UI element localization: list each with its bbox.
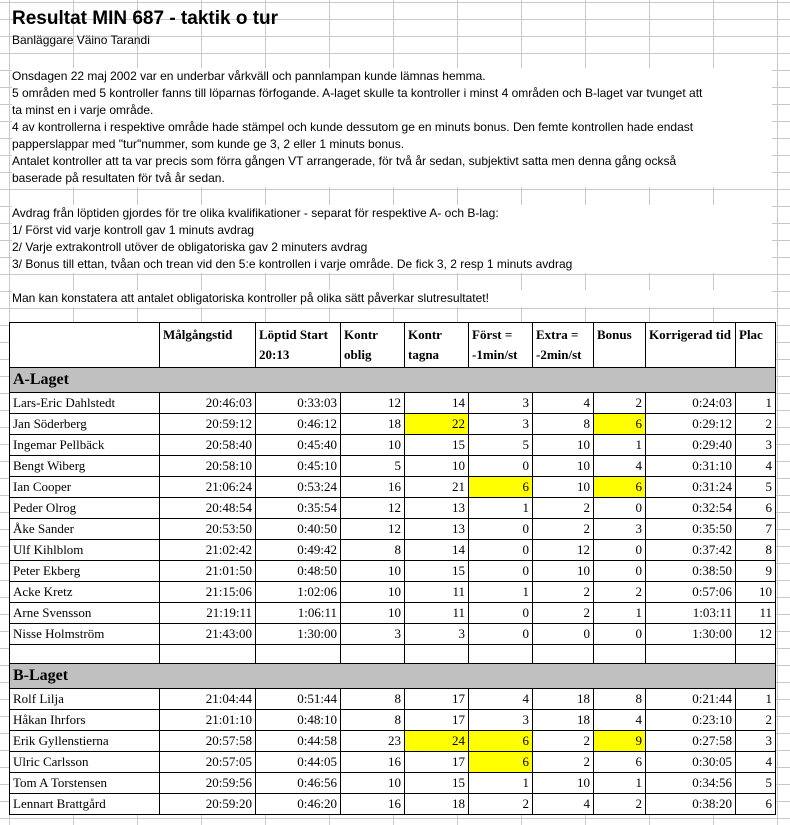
cell-forst: 0 <box>469 456 533 477</box>
cell-plac: 9 <box>736 561 776 582</box>
cell-bonus: 2 <box>594 582 646 603</box>
cell-forst: 6 <box>469 477 533 498</box>
empty-cell <box>736 645 776 664</box>
conclusion-paragraph <box>12 290 772 307</box>
cell-oblig: 10 <box>341 435 405 456</box>
cell-plac: 7 <box>736 519 776 540</box>
empty-cell <box>594 645 646 664</box>
cell-loptid: 0:44:05 <box>256 752 341 773</box>
cell-malgang: 20:58:10 <box>160 456 256 477</box>
cell-korr: 0:30:05 <box>646 752 736 773</box>
cell-korr: 0:24:03 <box>646 393 736 414</box>
cell-name: Lennart Brattgård <box>10 794 160 815</box>
cell-malgang: 20:48:54 <box>160 498 256 519</box>
cell-loptid: 0:35:54 <box>256 498 341 519</box>
table-row <box>10 624 776 645</box>
cell-oblig: 10 <box>341 582 405 603</box>
cell-malgang: 20:57:05 <box>160 752 256 773</box>
cell-loptid: 0:44:58 <box>256 731 341 752</box>
cell-oblig: 16 <box>341 477 405 498</box>
cell-forst: 0 <box>469 603 533 624</box>
cell-korr: 0:31:10 <box>646 456 736 477</box>
cell-name: Håkan Ihrfors <box>10 710 160 731</box>
cell-forst: 6 <box>469 752 533 773</box>
text-line: papperslappar med "tur"nummer, som kunde ge 3, 2 eller 1 minuts bonus. <box>12 137 405 151</box>
cell-korr: 0:35:50 <box>646 519 736 540</box>
cell-malgang: 21:04:44 <box>160 689 256 710</box>
text-line: baserade på resultaten för två år sedan. <box>12 171 225 185</box>
cell-name: Lars-Eric Dahlstedt <box>10 393 160 414</box>
kontr-oblig-header: Kontr oblig <box>341 323 405 368</box>
cell-malgang: 20:59:12 <box>160 414 256 435</box>
cell-oblig: 5 <box>341 456 405 477</box>
cell-loptid: 1:30:00 <box>256 624 341 645</box>
cell-plac: 3 <box>736 731 776 752</box>
cell-korr: 0:29:40 <box>646 435 736 456</box>
cell-forst: 6 <box>469 731 533 752</box>
table-row <box>10 710 776 731</box>
cell-bonus: 4 <box>594 710 646 731</box>
table-row <box>10 752 776 773</box>
cell-malgang: 20:59:20 <box>160 794 256 815</box>
cell-extra: 4 <box>533 794 594 815</box>
cell-oblig: 16 <box>341 794 405 815</box>
cell-bonus: 0 <box>594 624 646 645</box>
cell-oblig: 10 <box>341 561 405 582</box>
cell-extra: 18 <box>533 689 594 710</box>
cell-oblig: 10 <box>341 773 405 794</box>
cell-plac: 10 <box>736 582 776 603</box>
cell-loptid: 1:02:06 <box>256 582 341 603</box>
text-line: 4 av kontrollerna i respektive område hade stämpel och kunde dessutom ge en minuts bonus. Den femte kontrollen hade endast <box>12 120 694 134</box>
intro-paragraph <box>12 68 772 187</box>
name-header <box>10 323 160 368</box>
cell-bonus: 6 <box>594 477 646 498</box>
cell-forst: 5 <box>469 435 533 456</box>
cell-tagna: 10 <box>405 456 469 477</box>
cell-extra: 2 <box>533 752 594 773</box>
kontr-tagna-header: Kontr tagna <box>405 323 469 368</box>
cell-bonus: 6 <box>594 752 646 773</box>
cell-oblig: 18 <box>341 414 405 435</box>
cell-oblig: 8 <box>341 710 405 731</box>
cell-bonus: 2 <box>594 794 646 815</box>
empty-cell <box>341 645 405 664</box>
cell-malgang: 21:02:42 <box>160 540 256 561</box>
cell-extra: 4 <box>533 393 594 414</box>
cell-oblig: 12 <box>341 393 405 414</box>
korrigerad-tid-header: Korrigerad tid <box>646 323 736 368</box>
cell-loptid: 0:49:42 <box>256 540 341 561</box>
cell-plac: 2 <box>736 710 776 731</box>
cell-bonus: 8 <box>594 689 646 710</box>
empty-cell <box>405 645 469 664</box>
cell-loptid: 0:46:12 <box>256 414 341 435</box>
table-row <box>10 773 776 794</box>
cell-extra: 8 <box>533 414 594 435</box>
cell-korr: 0:23:10 <box>646 710 736 731</box>
cell-korr: 0:21:44 <box>646 689 736 710</box>
cell-name: Nisse Holmström <box>10 624 160 645</box>
spacer-row <box>10 645 776 664</box>
cell-name: Rolf Lilja <box>10 689 160 710</box>
cell-name: Peter Ekberg <box>10 561 160 582</box>
cell-oblig: 12 <box>341 519 405 540</box>
text-line: Man kan konstatera att antalet obligatoriska kontroller på olika sätt påverkar slutresultatet! <box>12 291 489 305</box>
cell-loptid: 0:45:40 <box>256 435 341 456</box>
cell-tagna: 18 <box>405 794 469 815</box>
table-row <box>10 414 776 435</box>
cell-korr: 1:30:00 <box>646 624 736 645</box>
cell-loptid: 0:45:10 <box>256 456 341 477</box>
cell-tagna: 17 <box>405 710 469 731</box>
malgangstid-header: Målgångstid <box>160 323 256 368</box>
table-row <box>10 477 776 498</box>
page-subtitle: Banläggare Väino Tarandi <box>12 33 150 47</box>
cell-name: Erik Gyllenstierna <box>10 731 160 752</box>
empty-cell <box>646 645 736 664</box>
cell-bonus: 1 <box>594 773 646 794</box>
cell-bonus: 1 <box>594 435 646 456</box>
cell-malgang: 20:46:03 <box>160 393 256 414</box>
text-line: 3/ Bonus till ettan, tvåan och trean vid den 5:e kontrollen i varje område. De fick 3, 2 resp 1 minuts avdrag <box>12 257 573 271</box>
cell-oblig: 10 <box>341 603 405 624</box>
document-intro <box>0 0 790 322</box>
cell-name: Ian Cooper <box>10 477 160 498</box>
cell-loptid: 0:53:24 <box>256 477 341 498</box>
text-line: 1/ Först vid varje kontroll gav 1 minuts avdrag <box>12 223 255 237</box>
cell-plac: 11 <box>736 603 776 624</box>
text-line: Avdrag från löptiden gjordes för tre olika kvalifikationer - separat för respektive A- och B-lag: <box>12 206 499 220</box>
cell-tagna: 21 <box>405 477 469 498</box>
cell-extra: 2 <box>533 519 594 540</box>
cell-tagna: 17 <box>405 689 469 710</box>
cell-bonus: 1 <box>594 603 646 624</box>
cell-bonus: 0 <box>594 498 646 519</box>
cell-korr: 0:32:54 <box>646 498 736 519</box>
cell-oblig: 8 <box>341 689 405 710</box>
cell-extra: 12 <box>533 540 594 561</box>
cell-oblig: 3 <box>341 624 405 645</box>
cell-name: Åke Sander <box>10 519 160 540</box>
cell-tagna: 24 <box>405 731 469 752</box>
empty-cell <box>469 645 533 664</box>
cell-loptid: 0:46:20 <box>256 794 341 815</box>
cell-plac: 1 <box>736 393 776 414</box>
cell-korr: 0:38:20 <box>646 794 736 815</box>
cell-loptid: 0:33:03 <box>256 393 341 414</box>
cell-tagna: 15 <box>405 561 469 582</box>
empty-cell <box>160 645 256 664</box>
cell-malgang: 20:57:58 <box>160 731 256 752</box>
cell-malgang: 21:43:00 <box>160 624 256 645</box>
bonus-header: Bonus <box>594 323 646 368</box>
table-row <box>10 456 776 477</box>
cell-loptid: 0:46:56 <box>256 773 341 794</box>
cell-extra: 10 <box>533 456 594 477</box>
section-title: B-Laget <box>10 664 776 689</box>
cell-name: Ulf Kihlblom <box>10 540 160 561</box>
cell-forst: 1 <box>469 582 533 603</box>
cell-plac: 4 <box>736 752 776 773</box>
cell-oblig: 8 <box>341 540 405 561</box>
cell-korr: 0:27:58 <box>646 731 736 752</box>
page-title: Resultat MIN 687 - taktik o tur <box>12 8 279 29</box>
rules-paragraph <box>12 205 772 273</box>
plac-header: Plac <box>736 323 776 368</box>
cell-tagna: 13 <box>405 519 469 540</box>
cell-plac: 2 <box>736 414 776 435</box>
table-row <box>10 582 776 603</box>
cell-bonus: 6 <box>594 414 646 435</box>
cell-plac: 6 <box>736 498 776 519</box>
cell-oblig: 23 <box>341 731 405 752</box>
cell-korr: 0:29:12 <box>646 414 736 435</box>
table-row <box>10 498 776 519</box>
cell-name: Acke Kretz <box>10 582 160 603</box>
text-line: Antalet kontroller att ta var precis som förra gången VT arrangerade, för två år sedan, subjektivt satta men denna gång också <box>12 154 677 168</box>
cell-bonus: 3 <box>594 519 646 540</box>
cell-extra: 10 <box>533 561 594 582</box>
empty-cell <box>533 645 594 664</box>
text-line: 5 områden med 5 kontroller fanns till löparnas förfogande. A-laget skulle ta kontroller i minst 4 områden och B-laget var tvunget att <box>12 86 703 100</box>
table-row <box>10 561 776 582</box>
table-row <box>10 731 776 752</box>
table-row <box>10 603 776 624</box>
cell-bonus: 0 <box>594 561 646 582</box>
cell-name: Ulric Carlsson <box>10 752 160 773</box>
cell-plac: 4 <box>736 456 776 477</box>
cell-tagna: 22 <box>405 414 469 435</box>
cell-oblig: 16 <box>341 752 405 773</box>
cell-malgang: 20:53:50 <box>160 519 256 540</box>
cell-forst: 0 <box>469 624 533 645</box>
cell-oblig: 12 <box>341 498 405 519</box>
table-row <box>10 689 776 710</box>
table-header-row <box>10 323 776 368</box>
cell-tagna: 3 <box>405 624 469 645</box>
cell-plac: 12 <box>736 624 776 645</box>
cell-tagna: 11 <box>405 603 469 624</box>
cell-name: Bengt Wiberg <box>10 456 160 477</box>
cell-plac: 6 <box>736 794 776 815</box>
cell-extra: 2 <box>533 731 594 752</box>
cell-korr: 0:31:24 <box>646 477 736 498</box>
cell-extra: 10 <box>533 477 594 498</box>
cell-forst: 3 <box>469 393 533 414</box>
section-title: A-Laget <box>10 368 776 393</box>
cell-plac: 1 <box>736 689 776 710</box>
cell-malgang: 20:59:56 <box>160 773 256 794</box>
cell-name: Tom A Torstensen <box>10 773 160 794</box>
loptid-header: Löptid Start 20:13 <box>256 323 341 368</box>
cell-extra: 2 <box>533 498 594 519</box>
cell-forst: 0 <box>469 519 533 540</box>
cell-plac: 5 <box>736 773 776 794</box>
cell-extra: 0 <box>533 624 594 645</box>
cell-name: Peder Olrog <box>10 498 160 519</box>
cell-forst: 1 <box>469 498 533 519</box>
cell-loptid: 0:51:44 <box>256 689 341 710</box>
cell-loptid: 0:48:50 <box>256 561 341 582</box>
cell-plac: 3 <box>736 435 776 456</box>
cell-forst: 3 <box>469 710 533 731</box>
table-row <box>10 393 776 414</box>
cell-korr: 0:34:56 <box>646 773 736 794</box>
cell-tagna: 15 <box>405 435 469 456</box>
text-line: Onsdagen 22 maj 2002 var en underbar vårkväll och pannlampan kunde lämnas hemma. <box>12 69 486 83</box>
empty-cell <box>256 645 341 664</box>
cell-bonus: 2 <box>594 393 646 414</box>
cell-forst: 1 <box>469 773 533 794</box>
cell-malgang: 21:01:50 <box>160 561 256 582</box>
cell-forst: 3 <box>469 414 533 435</box>
cell-loptid: 1:06:11 <box>256 603 341 624</box>
cell-extra: 10 <box>533 773 594 794</box>
cell-malgang: 21:19:11 <box>160 603 256 624</box>
cell-forst: 0 <box>469 540 533 561</box>
cell-malgang: 21:06:24 <box>160 477 256 498</box>
cell-loptid: 0:40:50 <box>256 519 341 540</box>
cell-forst: 2 <box>469 794 533 815</box>
cell-korr: 0:57:06 <box>646 582 736 603</box>
cell-extra: 2 <box>533 603 594 624</box>
cell-korr: 1:03:11 <box>646 603 736 624</box>
section-header-row <box>10 368 776 393</box>
cell-plac: 8 <box>736 540 776 561</box>
cell-tagna: 14 <box>405 393 469 414</box>
cell-malgang: 21:15:06 <box>160 582 256 603</box>
section-header-row <box>10 664 776 689</box>
extra-header: Extra = -2min/st <box>533 323 594 368</box>
cell-korr: 0:37:42 <box>646 540 736 561</box>
cell-extra: 18 <box>533 710 594 731</box>
text-line: 2/ Varje extrakontroll utöver de obligatoriska gav 2 minuters avdrag <box>12 240 368 254</box>
cell-tagna: 15 <box>405 773 469 794</box>
cell-forst: 4 <box>469 689 533 710</box>
cell-malgang: 21:01:10 <box>160 710 256 731</box>
cell-tagna: 11 <box>405 582 469 603</box>
cell-plac: 5 <box>736 477 776 498</box>
table-row <box>10 519 776 540</box>
cell-bonus: 0 <box>594 540 646 561</box>
cell-tagna: 13 <box>405 498 469 519</box>
cell-name: Arne Svensson <box>10 603 160 624</box>
cell-extra: 10 <box>533 435 594 456</box>
text-line: ta minst en i varje område. <box>12 103 154 117</box>
cell-korr: 0:38:50 <box>646 561 736 582</box>
cell-name: Jan Söderberg <box>10 414 160 435</box>
table-row <box>10 794 776 815</box>
forst-header: Först = -1min/st <box>469 323 533 368</box>
cell-malgang: 20:58:40 <box>160 435 256 456</box>
cell-tagna: 17 <box>405 752 469 773</box>
cell-forst: 0 <box>469 561 533 582</box>
table-row <box>10 435 776 456</box>
cell-bonus: 9 <box>594 731 646 752</box>
table-row <box>10 540 776 561</box>
cell-extra: 2 <box>533 582 594 603</box>
results-table <box>9 322 776 815</box>
cell-loptid: 0:48:10 <box>256 710 341 731</box>
cell-bonus: 4 <box>594 456 646 477</box>
empty-cell <box>10 645 160 664</box>
cell-tagna: 14 <box>405 540 469 561</box>
cell-name: Ingemar Pellbäck <box>10 435 160 456</box>
